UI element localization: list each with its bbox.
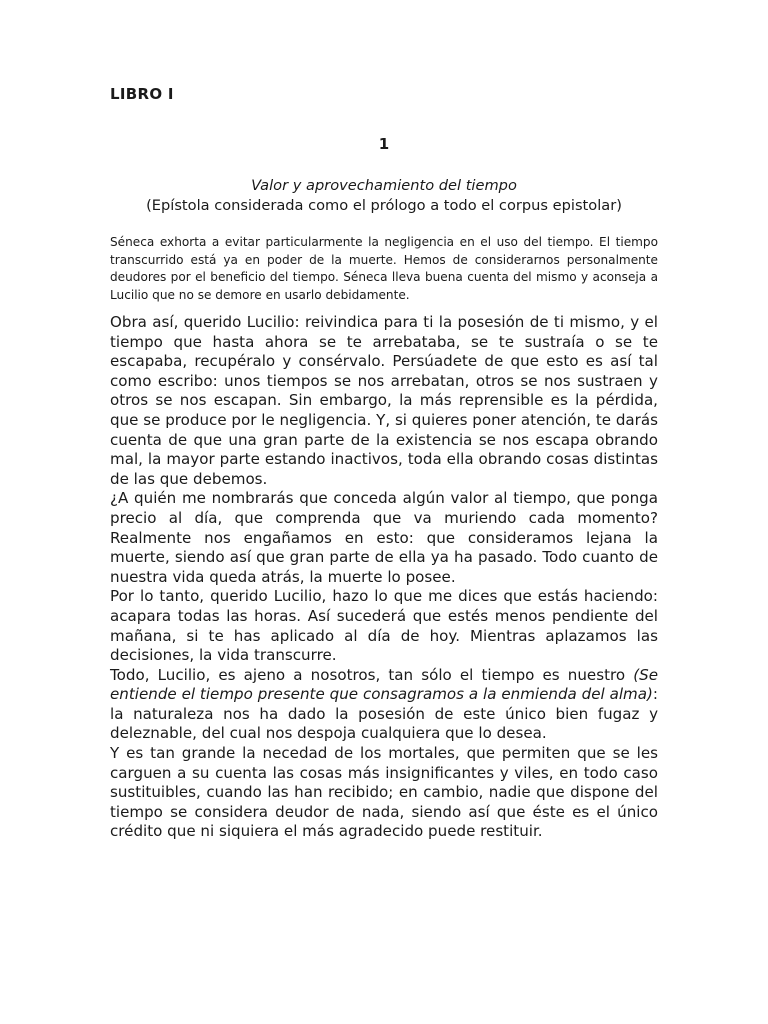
body-paragraph: Obra así, querido Lucilio: reivindica para ti la posesión de ti mismo, y el tiempo que hasta ahora se te arrebataba, se te sustraía o se te escapaba, recupéralo y consérvalo. Persúadete de que esto es así tal como escribo: unos tiempos se nos arrebatan, otros se nos sustraen y otros se nos escapan. Sin embargo, la más reprensible es la pérdida, que se produce por le negligencia. Y, si quieres poner atención, te darás cuenta de que una gran parte de la existencia se nos escapa obrando mal, la mayor parte estando inactivos, toda ella obrando cosas distintas de las que debemos. bbox=[110, 313, 658, 488]
body-paragraph bbox=[110, 666, 658, 744]
book-label: LIBRO I bbox=[110, 85, 174, 103]
epistle-summary: Séneca exhorta a evitar particularmente la negligencia en el uso del tiempo. El tiempo transcurrido está ya en poder de la muerte. Hemos de considerarnos personalmente deudores por el beneficio del tiempo. Séneca lleva buena cuenta del mismo y aconseja a Lucilio que no se demore en usarlo debidamente. bbox=[110, 235, 658, 302]
epistle-body bbox=[110, 313, 658, 842]
epistle-title-block bbox=[110, 176, 658, 216]
epistle-subtitle: (Epístola considerada como el prólogo a todo el corpus epistolar) bbox=[146, 197, 622, 214]
body-paragraph: ¿A quién me nombrarás que conceda algún valor al tiempo, que ponga precio al día, que comprenda que va muriendo cada momento? Realmente nos engañamos en esto: que consideramos lejana la muerte, siendo así que gran parte de ella ya ha pasado. Todo cuanto de nuestra vida queda atrás, la muerte lo posee. bbox=[110, 489, 658, 586]
epistle-title: Valor y aprovechamiento del tiempo bbox=[251, 177, 517, 194]
body-paragraph: Y es tan grande la necedad de los mortales, que permiten que se les carguen a su cuenta las cosas más insignificantes y viles, en todo caso sustituibles, cuando las han recibido; en cambio, nadie que dispone del tiempo se considera deudor de nada, siendo así que éste es el único crédito que ni siquiera el más agradecido puede restituir. bbox=[110, 744, 658, 841]
paragraph-text: Todo, Lucilio, es ajeno a nosotros, tan sólo el tiempo es nuestro bbox=[110, 665, 634, 684]
chapter-number: 1 bbox=[378, 135, 390, 153]
body-paragraph: Por lo tanto, querido Lucilio, hazo lo que me dices que estás haciendo: acapara todas las horas. Así sucederá que estés menos pendiente del mañana, si te has aplicado al día de hoy. Mientras aplazamos las decisiones, la vida transcurre. bbox=[110, 587, 658, 665]
paragraph-text: : la naturaleza nos ha dado la posesión de este único bien fugaz y deleznable, del cual nos despoja cualquiera que lo desea. bbox=[110, 685, 658, 743]
italic-note: (Se entiende el tiempo presente que consagramos a la enmienda del alma) bbox=[110, 665, 658, 704]
